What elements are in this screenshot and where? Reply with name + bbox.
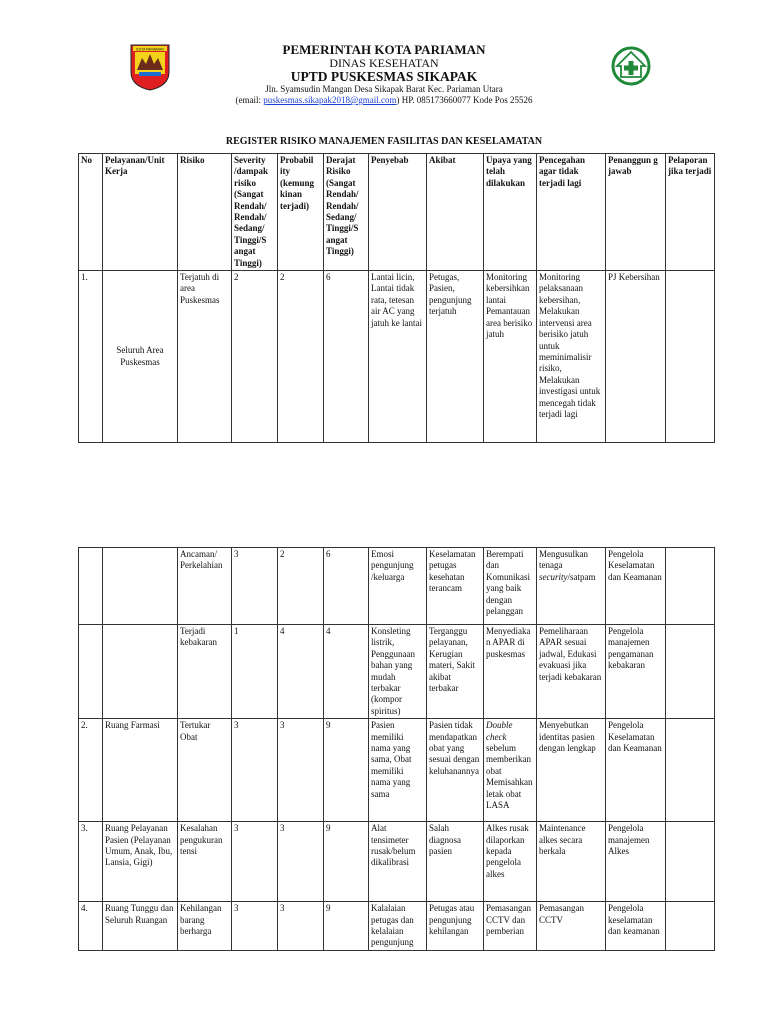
cell-penyebab: Kalalaian petugas dan kelalaian pengunjung <box>369 902 427 951</box>
cell-upaya <box>484 719 537 822</box>
cell-no <box>79 625 103 719</box>
cell-penyebab: Konsleting listrik, Penggunaan bahan yang mudah terbakar (kompor spiritus) <box>369 625 427 719</box>
cell-akibat: Keselamatan petugas kesehatan terancam <box>427 548 484 625</box>
logo-lettering: KOTA PARIAMAN <box>136 47 164 52</box>
table-row <box>79 548 715 625</box>
col-header-pj: Penanggun g jawab <box>606 154 666 271</box>
cell-severity: 2 <box>232 271 278 443</box>
cell-derajat: 9 <box>324 719 369 822</box>
cell-akibat: Terganggu pelayanan, Kerugian materi, Sakit akibat terbakar <box>427 625 484 719</box>
col-header-probability: Probabil ity (kemung kinan terjadi) <box>278 154 324 271</box>
cell-pj: Pengelola Keselamatan dan Keamanan <box>606 719 666 822</box>
table-header-row <box>79 154 715 271</box>
cell-pelaporan <box>666 625 715 719</box>
col-header-penyebab: Penyebab <box>369 154 427 271</box>
email-link[interactable]: puskesmas.sikapak2018@gmail.com <box>263 95 397 105</box>
cell-severity: 3 <box>232 548 278 625</box>
cell-unit: Ruang Farmasi <box>103 719 178 822</box>
col-header-pencegahan: Pencegahan agar tidak terjadi lagi <box>537 154 606 271</box>
register-title: REGISTER RISIKO MANAJEMEN FASILITAS DAN KESELAMATAN <box>225 136 543 147</box>
table-row <box>79 822 715 902</box>
table-row <box>79 271 715 443</box>
cell-probability: 2 <box>278 548 324 625</box>
col-header-unit: Pelayanan/Unit Kerja <box>103 154 178 271</box>
cell-akibat: Pasien tidak mendapatkan obat yang sesuai dengan keluhanannya <box>427 719 484 822</box>
cell-unit <box>103 548 178 625</box>
cell-derajat: 6 <box>324 548 369 625</box>
cell-pencegahan: Pemeliharaan APAR sesuai jadwal, Edukasi evakuasi jika terjadi kebakaran <box>537 625 606 719</box>
col-header-upaya: Upaya yang telah dilakukan <box>484 154 537 271</box>
cell-no: 3. <box>79 822 103 902</box>
cell-severity: 3 <box>232 719 278 822</box>
gov-name: PEMERINTAH KOTA PARIAMAN <box>282 42 486 57</box>
cell-severity: 1 <box>232 625 278 719</box>
col-header-risiko: Risiko <box>178 154 232 271</box>
contact-suffix: ) HP. 085173660077 Kode Pos 25526 <box>396 95 533 105</box>
cell-probability: 3 <box>278 822 324 902</box>
email-prefix: (email: <box>235 95 264 105</box>
table-row <box>79 719 715 822</box>
cell-pelaporan <box>666 719 715 822</box>
cell-upaya: Berempati dan Komunikasi yang baik dengan pelanggan <box>484 548 537 625</box>
cell-probability: 2 <box>278 271 324 443</box>
cell-derajat: 4 <box>324 625 369 719</box>
cell-penyebab: Alat tensimeter rusak/belum dikalibrasi <box>369 822 427 902</box>
col-header-severity: Severity /dampak risiko (Sangat Rendah/ Rendah/ Sedang/ Tinggi/S angat Tinggi) <box>232 154 278 271</box>
table-row <box>79 625 715 719</box>
cell-upaya: Monitoring kebersihkan lantai Pemantauan area berisiko jatuh <box>484 271 537 443</box>
cell-upaya: Menyediakan APAR di puskesmas <box>484 625 537 719</box>
cell-no: 4. <box>79 902 103 951</box>
cell-unit: Ruang Pelayanan Pasien (Pelayanan Umum, Anak, Ibu, Lansia, Gigi) <box>103 822 178 902</box>
cell-pj: Pengelola manajemen Alkes <box>606 822 666 902</box>
pencegahan-text-italic: security <box>539 571 568 582</box>
cell-unit: Ruang Tunggu dan Seluruh Ruangan <box>103 902 178 951</box>
cell-pj: Pengelola manajemen pengamanan kebakaran <box>606 625 666 719</box>
cell-risiko: Kesalahan pengukuran tensi <box>178 822 232 902</box>
cell-risiko: Terjadi kebakaran <box>178 625 232 719</box>
cell-pencegahan: Pemasangan CCTV <box>537 902 606 951</box>
upaya-text-italic: Double check <box>486 720 513 742</box>
cell-akibat: Petugas, Pasien, pengunjung terjatuh <box>427 271 484 443</box>
risk-register-table-part1 <box>78 153 715 443</box>
cell-severity: 3 <box>232 902 278 951</box>
cell-probability: 3 <box>278 902 324 951</box>
cell-no: 2. <box>79 719 103 822</box>
cell-unit <box>103 625 178 719</box>
cell-pj: Pengelola Keselamatan dan Keamanan <box>606 548 666 625</box>
cell-risiko: Tertukar Obat <box>178 719 232 822</box>
facility-name: UPTD PUSKESMAS SIKAPAK <box>290 69 478 84</box>
cell-pelaporan <box>666 271 715 443</box>
cell-pencegahan <box>537 548 606 625</box>
cell-derajat: 6 <box>324 271 369 443</box>
pencegahan-text-a: Mengusulkan tenaga <box>539 549 588 571</box>
contact-line <box>0 95 768 105</box>
col-header-akibat: Akibat <box>427 154 484 271</box>
col-header-derajat: Derajat Risiko (Sangat Rendah/ Rendah/ Sedang/ Tinggi/S angat Tinggi) <box>324 154 369 271</box>
cell-pj: PJ Kebersihan <box>606 271 666 443</box>
document-header <box>0 0 768 112</box>
cell-unit: Seluruh Area Puskesmas <box>103 271 178 443</box>
cell-risiko: Ancaman/ Perkelahian <box>178 548 232 625</box>
cell-pencegahan: Menyebutkan identitas pasien dengan lengkap <box>537 719 606 822</box>
pencegahan-text-c: /satpam <box>567 571 596 582</box>
cell-penyebab: Pasien memiliki nama yang sama, Obat memiliki nama yang sama <box>369 719 427 822</box>
cell-penyebab: Emosi pengunjung /keluarga <box>369 548 427 625</box>
cell-no: 1. <box>79 271 103 443</box>
cell-probability: 3 <box>278 719 324 822</box>
cell-probability: 4 <box>278 625 324 719</box>
cell-no <box>79 548 103 625</box>
cell-pelaporan <box>666 822 715 902</box>
cell-risiko: Kehilangan barang berharga <box>178 902 232 951</box>
table-row <box>79 902 715 951</box>
cell-akibat: Petugas atau pengunjung kehilangan <box>427 902 484 951</box>
cell-pencegahan: Maintenance alkes secara berkala <box>537 822 606 902</box>
risk-register-table-part2 <box>78 547 715 951</box>
cell-severity: 3 <box>232 822 278 902</box>
cell-risiko: Terjatuh di area Puskesmas <box>178 271 232 443</box>
col-header-pelaporan: Pelaporan jika terjadi <box>666 154 715 271</box>
address-line: Jln. Syamsudin Mangan Desa Sikapak Barat Kec. Pariaman Utara <box>265 84 503 94</box>
cell-akibat: Salah diagnosa pasien <box>427 822 484 902</box>
cell-upaya: Pemasangan CCTV dan pemberian <box>484 902 537 951</box>
cell-pj: Pengelola keselamatan dan keamanan <box>606 902 666 951</box>
col-header-no: No <box>79 154 103 271</box>
puskesmas-logo <box>611 46 651 86</box>
cell-upaya: Alkes rusak dilaporkan kepada pengelola alkes <box>484 822 537 902</box>
cell-derajat: 9 <box>324 822 369 902</box>
upaya-text-b: sebelum memberikan obat Memisahkan letak obat LASA <box>486 743 533 811</box>
cell-derajat: 9 <box>324 902 369 951</box>
cell-pelaporan <box>666 902 715 951</box>
dept-name: DINAS KESEHATAN <box>329 56 439 70</box>
cell-pelaporan <box>666 548 715 625</box>
cell-penyebab: Lantai licin, Lantai tidak rata, tetesan air AC yang jatuh ke lantai <box>369 271 427 443</box>
cell-pencegahan: Monitoring pelaksanaan kebersihan, Melakukan intervensi area berisiko jatuh untuk meminimalisir risiko, Melakukan investigasi untuk mencegah tidak terjadi lagi <box>537 271 606 443</box>
